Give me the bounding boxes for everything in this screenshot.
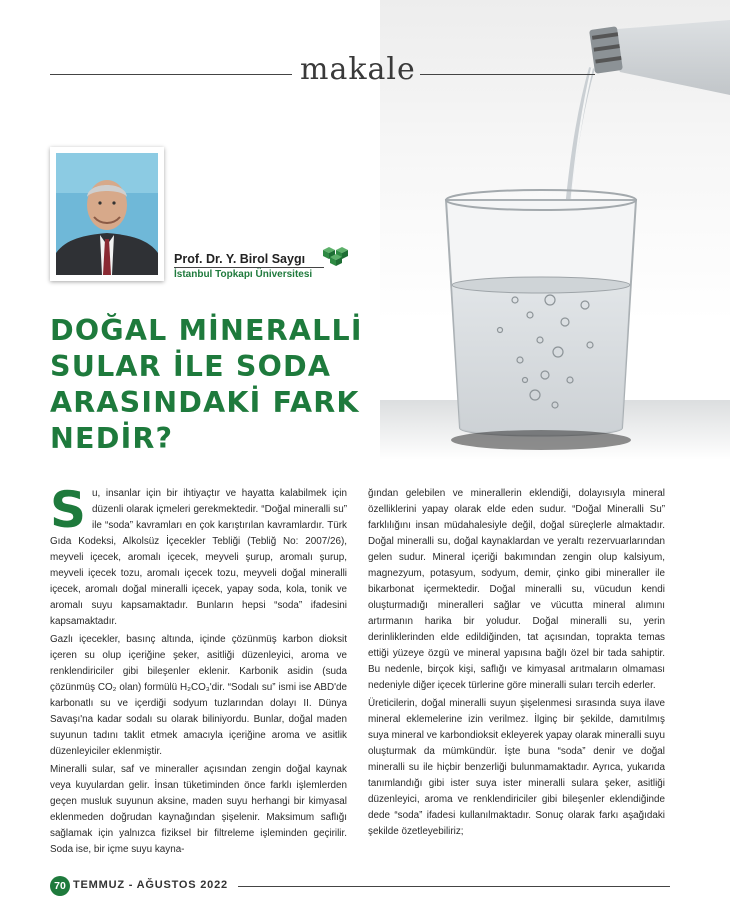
header-rule-right xyxy=(420,74,595,75)
author-rule xyxy=(174,267,324,268)
water-glass-photo xyxy=(380,0,730,460)
author-portrait xyxy=(50,147,164,281)
paragraph: Üreticilerin, doğal mineralli suyun şişelenmesi sırasında suya ilave mineral eklemelerine izin verilmez. İlginç bir şekilde, damıtılmış suya mineral ve karbondioksit ekleyerek yapay olarak mineralli suyu oluşturmak da mümkündür. İşte buna “soda” denir ve doğal mineralli su ile hiçbir benzerliği bulunmamaktadır. Ayrıca, yukarıda tanımlandığı gibi ister suya ister mineralli sulara şeker, asitliği düzenleyici, aroma ve renklendiriciler gibi bileşenler eklendiğinde dede “soda” ifadesi kullanılmaktadır. Sonuç olarak farkı aşağıdaki şekilde özetleyebiliriz; xyxy=(368,698,665,837)
paragraph: Mineralli sular, saf ve mineraller açısından zengin doğal kaynak veya kuyulardan gelir. İnsan tüketiminden önce farklı işlemlerden geçen musluk suyunun aksine, maden suyu herhangi bir kimyasal eklenmeden doğrudan kaynağından şişelenir. Maksimum saflığı sağlamak için yalnızca fiziksel bir filtreleme işleminden geçirilir. Soda ise, bir içme suyu kayna- xyxy=(50,764,347,855)
paragraph: Gazlı içecekler, basınç altında, içinde çözünmüş karbon dioksit içeren su olup içeriğine şeker, asitliği düzenleyici, aroma ve renklendiriciler gibi bileşenler eklenir. Karbonik asidin (suda çözünmüş CO₂ olan) formülü H₂CO₃'dir. “Sodalı su” ismi ise ABD'de karbonatlı su ve içerdiği sodyum tuzlarından dolayı II. Dünya Savaşı'na kadar sodalı su olarak biliniyordu. Bunlar, doğal maden suyunun tadını taklit etmek amacıyla içeriğine aroma ve asitlik düzenleyiciler eklenmiştir. xyxy=(50,634,347,757)
cubes-logo-icon xyxy=(322,245,350,267)
title-line: NEDİR? xyxy=(50,422,174,455)
paragraph: ğından gelebilen ve minerallerin eklendiği, dolayısıyla mineral özelliklerini yapay olarak elde eden sudur. “Doğal Mineralli Su” farklılığını insan müdahalesiyle değil, doğal süreçlerle almaktadır. Doğal mineralli su, doğal kaynaklardan ve yeraltı rezervuarlarından gelen sudur. Mineral içeriği bakımından zengin olup kalsiyum, magnezyum, potasyum, sodyum, demir, çinko gibi mineraller ile bikarbonat içermektedir. Doğal mineralli su, vücudun kendi oluşturmadığı mineralleri sağlar ve vücutta mineral alımını artırmanın harika bir yoludur. Doğal mineralli su, yerin derinliklerinden elde edildiğinden, tat açısından, toprakta temas ettiği yüzeye özgü ve mineral yapısına bağlı özel bir tada sahiptir. Bu nedenle, birçok kişi, saflığı ve kimyasal arıtmaların olmaması nedeniyle diğer içecek türlerine göre mineralli suları tercih ederler. xyxy=(368,488,665,691)
paragraph xyxy=(50,481,347,630)
author-name: Prof. Dr. Y. Birol Saygı xyxy=(174,252,306,266)
water-glass-illustration xyxy=(380,0,730,460)
drop-cap: S xyxy=(50,481,87,539)
author-photo-icon xyxy=(56,153,158,275)
article-title xyxy=(50,313,370,457)
page-number: 70 xyxy=(50,876,70,896)
article-column-right xyxy=(368,486,665,842)
section-kicker: makale xyxy=(300,52,416,87)
author-institution: İstanbul Topkapı Üniversitesi xyxy=(174,269,313,280)
title-line: SULAR İLE SODA xyxy=(50,350,332,383)
article-column-left xyxy=(50,481,347,860)
footer-rule xyxy=(238,886,670,887)
title-line: DOĞAL MİNERALLİ xyxy=(50,314,363,347)
paragraph-text: u, insanlar için bir ihtiyaçtır ve hayatta kalabilmek için düzenli olarak içmeleri gerekmektedir. “Doğal mineralli su” ile “soda” kavramları en çok karıştırılan kavramlardır. Türk Gıda Kodeksi, Alkolsüz İçecekler Tebliği (Tebliğ No: 2007/26), meyveli içecek, aromalı içecek, meyveli şurup, aromalı şurup, meyveli içecek tozu, aromalı içecek tozu, meyveli doğal mineralli içecek, aromalı doğal mineralli içecek, yapay soda, kola, tonik ve aromalı suyu kapsamaktadır. Bunların hepsi “soda” ifadesini kapsamaktadır. xyxy=(50,488,347,627)
header-rule-left xyxy=(50,74,292,75)
title-line: ARASINDAKİ FARK xyxy=(50,386,360,419)
issue-date: TEMMUZ - AĞUSTOS 2022 xyxy=(73,879,228,891)
